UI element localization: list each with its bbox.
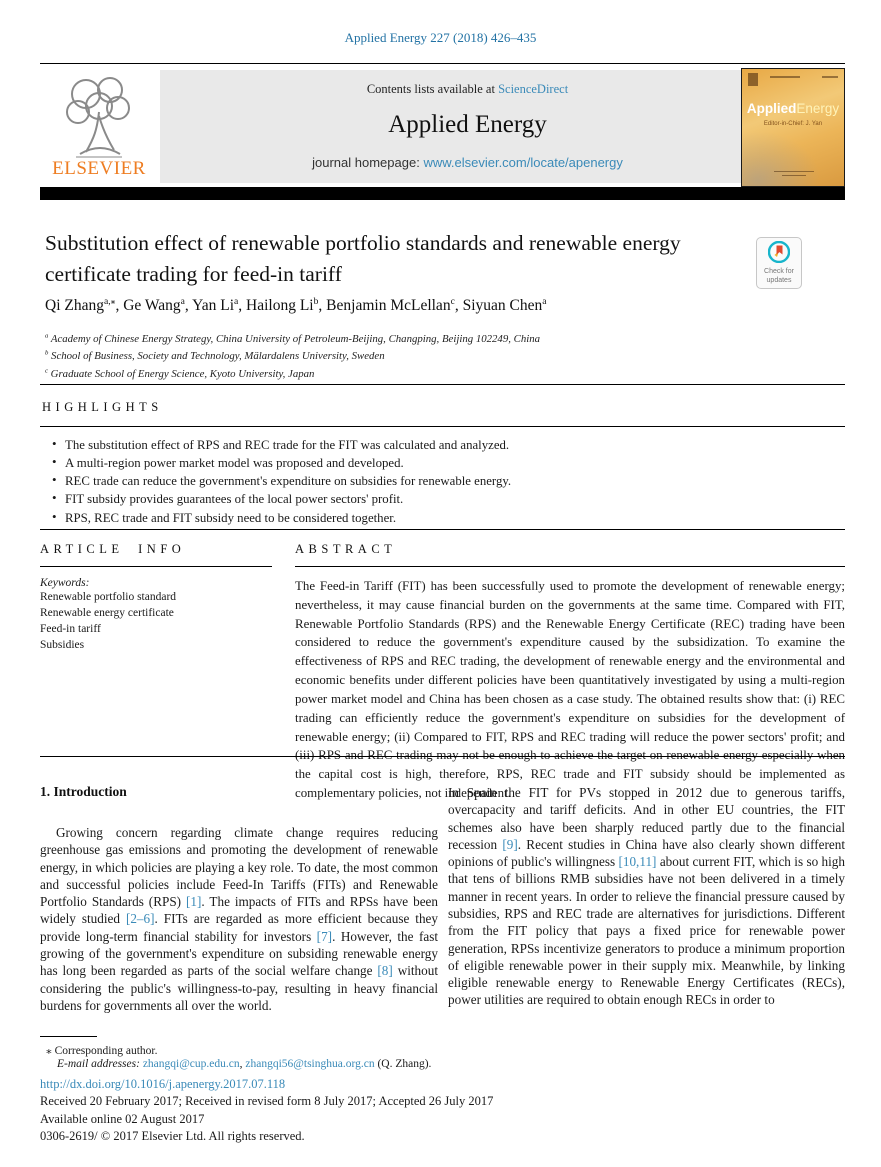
top-divider xyxy=(40,63,845,64)
cover-mini-logo xyxy=(748,73,758,86)
cover-editor-line: Editor-in-Chief: J. Yan xyxy=(763,121,823,127)
article-info-heading: ARTICLE INFO xyxy=(40,542,186,556)
footnote-divider xyxy=(40,1036,97,1037)
highlight-item: • FIT subsidy provides guarantees of the local power sectors' profit. xyxy=(52,490,822,508)
article-title: Substitution effect of renewable portfolio standards and renewable energy certificate trading for feed-in tariff xyxy=(45,231,681,286)
abstract-text: The Feed-in Tariff (FIT) has been successfully used to promote the development of renewable energy; nevertheless, it may cause financial burden on the governments at the same time. Compared with FIT, Renewable Portfolio Standards (RPS) and the Renewable Energy Certificate (REC) trading have been considered to reduce the government's expenditure caused by the subsidization. To examine the effectiveness of RPS and REC trading, the development of renewable energy and the environmental and economic benefits under different policies have been quantitatively investigated by using a multi-region power market model and China has been chosen as a case study. The obtained results show that: (i) REC trading can efficiently reduce the government's expenditure on subsidies for the development of renewable energy; (ii) Compared to FIT, RPS and REC trading will reduce the power sectors' profit; and (iii) RPS and REC trading may not be enough to achieve the target on renewable energy especially when the capital cost is high, therefore, RPS, REC trade and FIT subsidy should be implemented as complementary policies, not independent. xyxy=(295,579,845,801)
body-column-left xyxy=(40,784,438,1014)
sciencedirect-link[interactable]: ScienceDirect xyxy=(498,82,569,96)
divider xyxy=(40,566,272,567)
ref-2-6-link[interactable]: [2–6] xyxy=(125,911,155,927)
abstract-heading: ABSTRACT xyxy=(295,542,397,556)
affiliations xyxy=(45,331,805,383)
email-addresses-line: E-mail addresses: zhangqi@cup.edu.cn, zhangqi56@tsinghua.org.cn (Q. Zhang). xyxy=(57,1058,432,1070)
email-link-tsinghua[interactable]: zhangqi56@tsinghua.org.cn xyxy=(245,1058,375,1070)
ref-1-link[interactable]: [1] xyxy=(186,894,202,910)
keyword: Feed-in tariff xyxy=(40,622,101,635)
ref-8-link[interactable]: [8] xyxy=(377,963,393,979)
affiliation-a: $^a$ Academy of Chinese Energy Strategy, China University of Petroleum-Beijing, Changping, Beijing 102249, China xyxy=(45,332,541,345)
introduction-paragraph-left: Growing concern regarding climate change requires reducing greenhouse gas emissions and promoting the development of renewable energy, in which policies are playing a key role. To date, the most common and successful policies include Feed-In Tariffs (FITs) and Renewable Portfolio Standards (RPS) [1]. The impacts of FITs and RPSs have been widely studied [2–6]. FITs are regarded as more efficient because they provide long-term financial stability for investors [7]. However, the fast growing of the government's expenditure on subsiding renewable energy has long been regarded as parts of the social welfare change [8] without considering the public's willingness-to-pay, resulting in heavy financial burdens for governments all over the world. xyxy=(40,825,439,1013)
corresponding-author-note: ⁎ Corresponding author. xyxy=(46,1045,158,1057)
cover-title: AppliedEnergy xyxy=(746,101,840,116)
introduction-heading: 1. Introduction xyxy=(40,784,127,799)
keyword: Subsidies xyxy=(40,638,85,651)
journal-header-box xyxy=(160,70,775,183)
email-link-cup[interactable]: zhangqi@cup.edu.cn xyxy=(142,1058,240,1070)
journal-header xyxy=(40,70,845,187)
highlight-item: • RPS, REC trade and FIT subsidy need to be considered together. xyxy=(52,509,822,527)
check-for-updates-button[interactable] xyxy=(756,237,802,289)
keywords-label: Keywords: xyxy=(40,577,90,589)
ref-10-11-link[interactable]: [10,11] xyxy=(618,854,657,870)
affiliation-c: $^c$ Graduate School of Energy Science, Kyoto University, Japan xyxy=(45,367,315,380)
elsevier-wordmark: ELSEVIER xyxy=(52,158,146,179)
copyright-line: 0306-2619/ © 2017 Elsevier Ltd. All rights reserved. xyxy=(40,1128,305,1143)
ref-7-link[interactable]: [7] xyxy=(316,928,333,944)
journal-homepage-link[interactable]: www.elsevier.com/locate/apenergy xyxy=(423,155,623,170)
doi-link[interactable]: http://dx.doi.org/10.1016/j.apenergy.2017.07.118 xyxy=(40,1077,286,1091)
highlights-list xyxy=(52,436,822,527)
elsevier-tree-icon xyxy=(56,72,142,160)
check-for-updates-icon xyxy=(768,241,790,263)
divider xyxy=(40,756,845,757)
divider xyxy=(295,566,845,567)
article-footer xyxy=(40,1077,740,1146)
highlights-heading: HIGHLIGHTS xyxy=(42,400,163,414)
journal-homepage-line: journal homepage: www.elsevier.com/locate/apenergy xyxy=(312,155,623,170)
highlight-item: • A multi-region power market model was proposed and developed. xyxy=(52,454,822,472)
received-dates: Received 20 February 2017; Received in revised form 8 July 2017; Accepted 26 July 2017 xyxy=(40,1094,494,1109)
journal-name: Applied Energy xyxy=(388,111,547,138)
header-black-bar xyxy=(40,187,845,200)
journal-cover-thumbnail[interactable] xyxy=(741,68,845,187)
contents-line: Contents lists available at ScienceDirect xyxy=(366,82,569,96)
check-for-updates-label: Check for updates xyxy=(764,268,794,284)
keyword: Renewable energy certificate xyxy=(40,606,174,619)
affiliation-b: $^b$ School of Business, Society and Technology, Mälardalens University, Sweden xyxy=(45,349,385,363)
available-online-date: Available online 02 August 2017 xyxy=(40,1111,205,1126)
highlight-item: • REC trade can reduce the government's expenditure on subsidies for renewable energy. xyxy=(52,472,822,490)
divider xyxy=(40,384,845,385)
abstract-section xyxy=(295,542,845,803)
introduction-paragraph-right: In Spain the FIT for PVs stopped in 2012 due to generous tariffs, overcapacity and tariff deficits. And in other EU countries, the FIT schemes also have been sharply reduced partly due to the financial recession [9]. Recent studies in China have also clearly shown different opinions of public's willingness [10,11] about current FIT, which is so high that tens of billions RMB subsidies have not been delivered in a timely manner in recent years. In order to relieve the financial pressure caused by subsidies, RPS and REC trade are alternatives for jurisdictions. Different from the FIT policy that pays a fixed price for renewable power generation, RPSs incentivize generators to produce a minimum proportion of eligible renewable power in their supply mix. Meanwhile, by linking eligible renewable energy to Renewable Energy Certificates (RECs), power utilities are required to obtain enough RECs in order to xyxy=(448,785,846,1008)
elsevier-logo[interactable] xyxy=(43,72,155,185)
article-info-section xyxy=(40,542,272,653)
divider xyxy=(40,426,845,427)
author-list: Qi Zhang$^{a,⁎}$, Ge Wang$^a$, Yan Li$^a$, Hailong Li$^b$, Benjamin McLellan$^c$, Siyuan Chen$^a$ xyxy=(45,295,547,314)
body-column-right xyxy=(448,784,845,1009)
divider xyxy=(40,529,845,530)
highlight-item: • The substitution effect of RPS and REC trade for the FIT was calculated and analyzed. xyxy=(52,436,822,454)
ref-9-link[interactable]: [9] xyxy=(502,836,518,852)
journal-citation: Applied Energy 227 (2018) 426–435 xyxy=(344,30,537,45)
keyword: Renewable portfolio standard xyxy=(40,591,177,603)
